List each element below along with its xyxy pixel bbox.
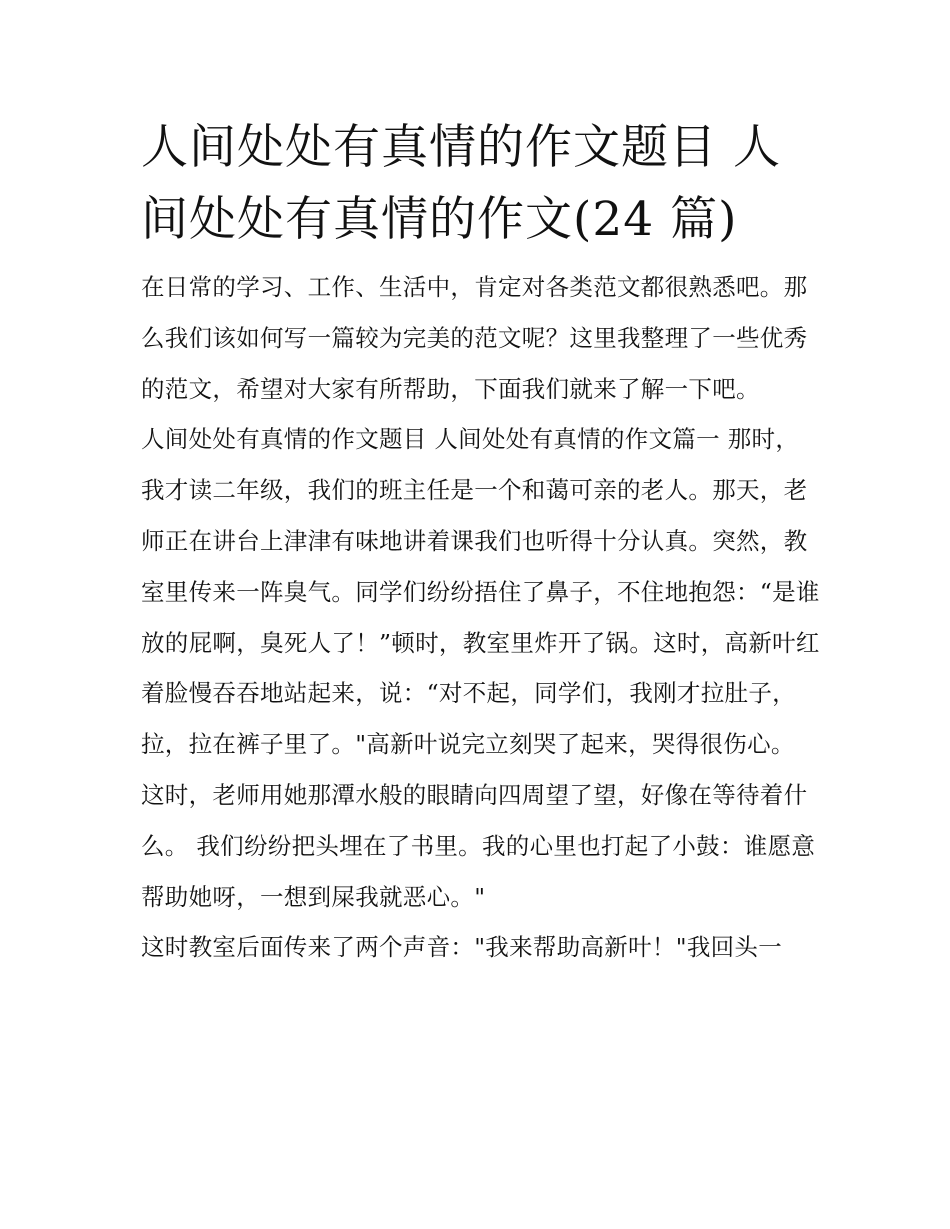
paragraph-essay-opening: 人间处处有真情的作文题目 人间处处有真情的作文篇一 那时，我才读二年级，我们的班主任是一个和蔼可亲的老人。那天，老师正在讲台上津津有味地讲着课我们也听得十分认真。突然，教室里传来一阵臭气。同学们纷纷捂住了鼻子，不住地抱怨：“是谁放的屁啊，臭死人了！”顿时，教室里炸开了锅。这时，高新叶红着脸慢吞吞地站起来，说：“对不起，同学们，我刚才拉肚子，拉，拉在裤子里了。"高新叶说完立刻哭了起来，哭得很伤心。: [141, 425, 820, 759]
paragraph-intro: 在日常的学习、工作、生活中，肯定对各类范文都很熟悉吧。那么我们该如何写一篇较为完美的范文呢？这里我整理了一些优秀的范文，希望对大家有所帮助，下面我们就来了解一下吧。: [141, 273, 808, 403]
paragraph-voices: 这时教室后面传来了两个声音："我来帮助高新叶！"我回头一: [141, 933, 783, 962]
document-title: 人间处处有真情的作文题目 人间处处有真情的作文(24 篇): [141, 120, 781, 247]
document-body: [141, 112, 821, 973]
paragraph-teacher-waiting: 这时，老师用她那潭水般的眼睛向四周望了望，好像在等待着什么。 我们纷纷把头埋在了书里。我的心里也打起了小鼓：谁愿意帮助她呀，一想到屎我就恶心。": [141, 780, 816, 911]
